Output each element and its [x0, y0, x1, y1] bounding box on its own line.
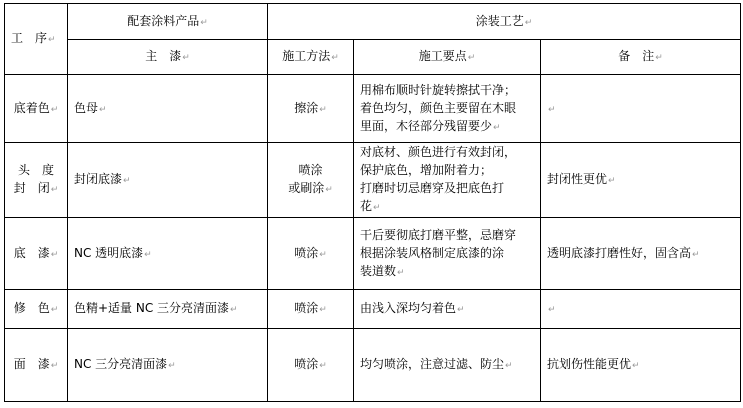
header-product-group: 配套涂料产品↵ [68, 4, 268, 40]
process-cell: 底着色↵ [5, 75, 68, 143]
process-cell: 面 漆↵ [5, 329, 68, 402]
table-row [5, 329, 741, 402]
paint-cell: 封闭底漆↵ [68, 143, 268, 218]
table-row [5, 143, 741, 218]
method-cell: 喷涂↵ [268, 290, 354, 329]
key-points-cell: 对底材、颜色进行有效封闭， 保护底色，增加附着力； 打磨时切忌磨穿及把底色打 花↵ [354, 143, 541, 218]
process-cell: 头 度 封 闭↵ [5, 143, 68, 218]
method-cell: 喷涂 或刷涂↵ [268, 143, 354, 218]
remark-cell: 抗划伤性能更优↵ [541, 329, 741, 402]
header-key-points: 施工要点↵ [354, 40, 541, 75]
method-cell: 喷涂↵ [268, 329, 354, 402]
coating-process-table [4, 3, 741, 402]
process-cell: 修 色↵ [5, 290, 68, 329]
key-points-cell: 由浅入深均匀着色↵ [354, 290, 541, 329]
header-main-paint: 主 漆↵ [68, 40, 268, 75]
key-points-cell: 干后要彻底打磨平整，忌磨穿 根据涂装风格制定底漆的涂 装道数↵ [354, 218, 541, 290]
table-row [5, 290, 741, 329]
method-cell: 喷涂↵ [268, 218, 354, 290]
remark-cell: 封闭性更优↵ [541, 143, 741, 218]
paint-cell: NC 透明底漆↵ [68, 218, 268, 290]
paint-cell: NC 三分亮清面漆↵ [68, 329, 268, 402]
remark-cell: 透明底漆打磨性好，固含高↵ [541, 218, 741, 290]
header-row-2 [5, 40, 741, 75]
method-cell: 擦涂↵ [268, 75, 354, 143]
key-points-cell: 均匀喷涂，注意过滤、防尘↵ [354, 329, 541, 402]
remark-cell: ↵ [541, 290, 741, 329]
header-craft-group: 涂装工艺↵ [268, 4, 741, 40]
header-remark: 备 注↵ [541, 40, 741, 75]
key-points-cell: 用棉布顺时针旋转擦拭干净； 着色均匀，颜色主要留在木眼 里面，木径部分残留要少↵ [354, 75, 541, 143]
header-method: 施工方法↵ [268, 40, 354, 75]
table-row [5, 218, 741, 290]
remark-cell: ↵ [541, 75, 741, 143]
paint-cell: 色母↵ [68, 75, 268, 143]
header-process: 工 序↵ [5, 4, 68, 75]
process-cell: 底 漆↵ [5, 218, 68, 290]
table-row [5, 75, 741, 143]
paint-cell: 色精+适量 NC 三分亮清面漆↵ [68, 290, 268, 329]
header-row-1 [5, 4, 741, 40]
